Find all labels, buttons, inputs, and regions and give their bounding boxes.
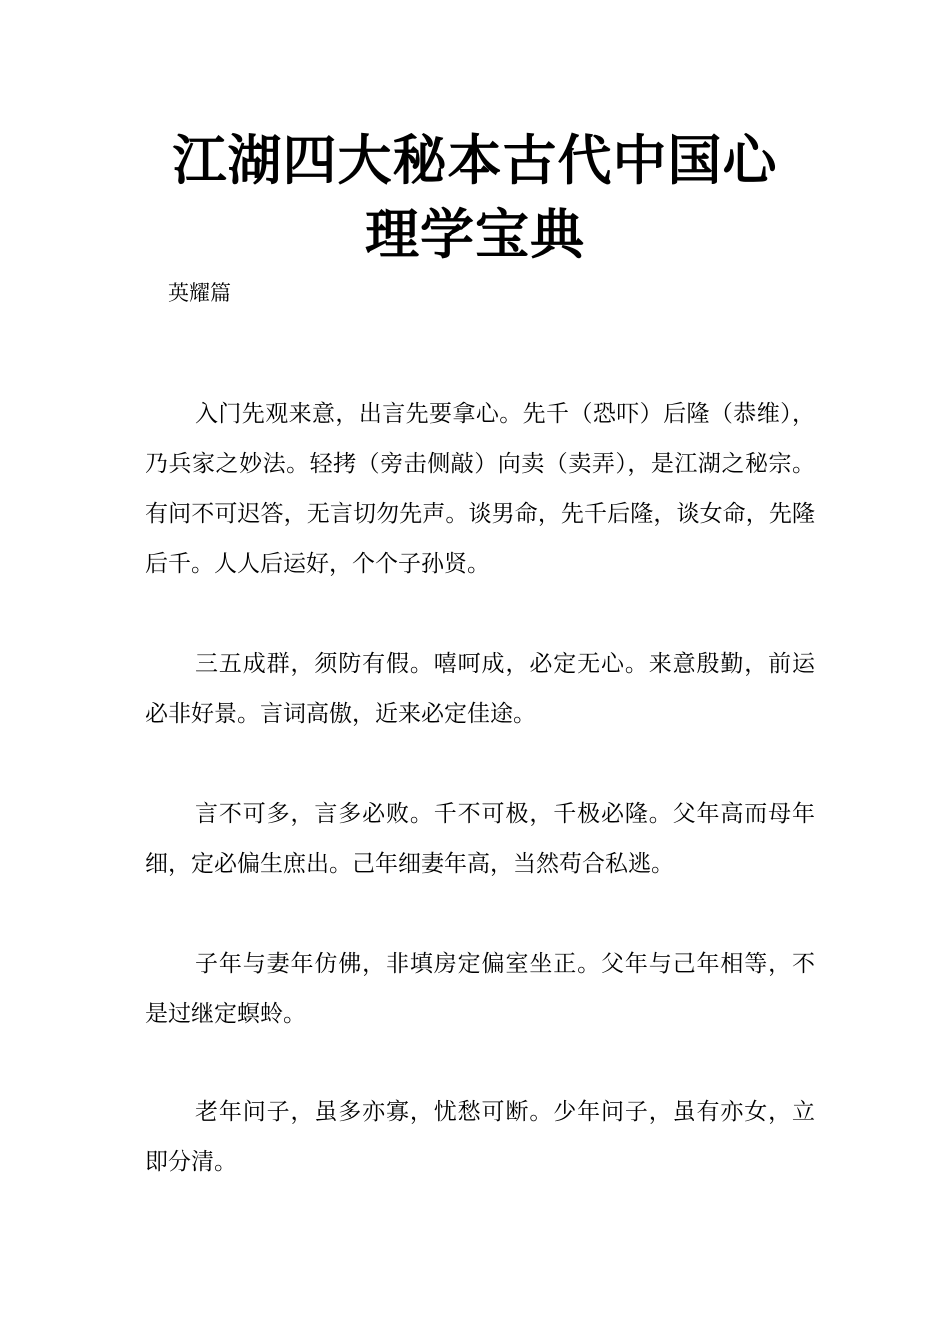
paragraph-2: 三五成群，须防有假。嘻呵成，必定无心。来意殷勤，前运必非好景。言词高傲，近来必定佳途。 <box>145 651 815 727</box>
paragraph-1: 入门先观来意，出言先要拿心。先千（恐吓）后隆（恭维），乃兵家之妙法。轻拷（旁击侧敲）向卖（卖弄），是江湖之秘宗。有问不可迟答，无言切勿先声。谈男命，先千后隆，谈女命，先隆后千。人人后运好，个个子孙贤。 <box>145 401 815 577</box>
paragraph-5: 老年问子，虽多亦寡，忧愁可断。少年问子，虽有亦女，立即分清。 <box>145 1099 815 1175</box>
paragraph-4: 子年与妻年仿佛，非填房定偏室坐正。父年与己年相等，不是过继定螟蛉。 <box>145 951 815 1027</box>
document-title-line-1: 江湖四大秘本古代中国心 <box>172 128 778 192</box>
paragraph-3: 言不可多，言多必败。千不可极，千极必隆。父年高而母年细，定必偏生庶出。己年细妻年高，当然苟合私逃。 <box>145 801 815 877</box>
section-subtitle: 英耀篇 <box>168 281 231 305</box>
document-title-line-2: 理学宝典 <box>365 202 585 266</box>
